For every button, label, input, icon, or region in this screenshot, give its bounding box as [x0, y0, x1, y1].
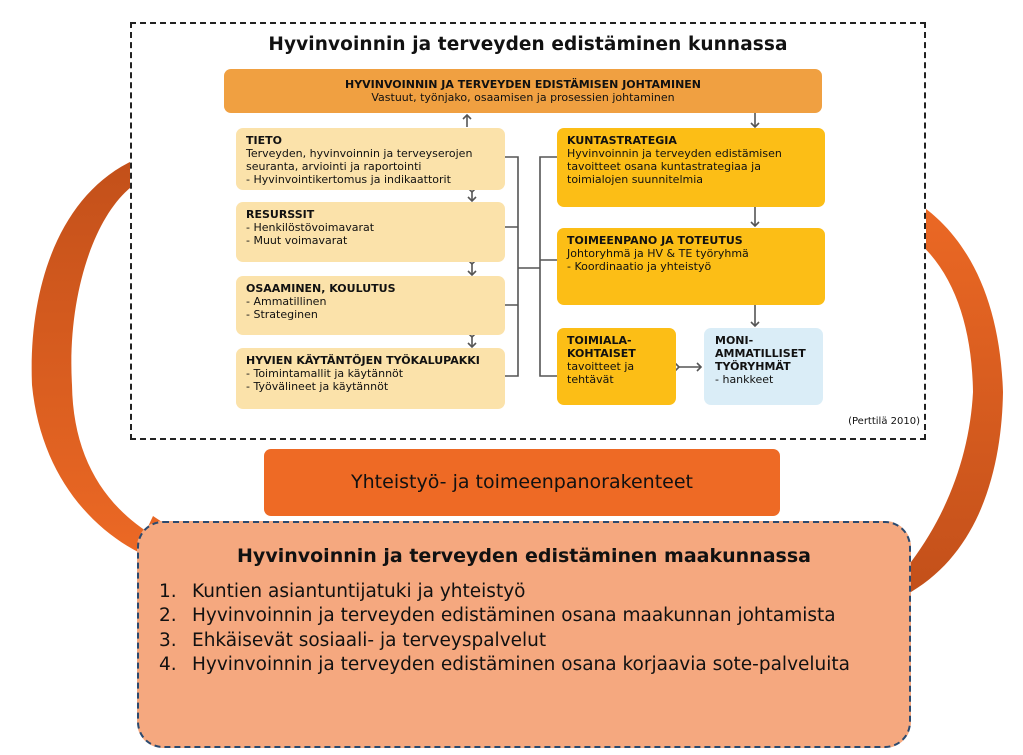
list-number: 1.: [159, 581, 177, 602]
list-text: Kuntien asiantuntijatuki ja yhteistyö: [192, 581, 526, 602]
list-item: [159, 580, 879, 604]
list-text: Hyvinvoinnin ja terveyden edistäminen osana maakunnan johtamista: [192, 605, 836, 627]
tyokalupakki-box: [236, 348, 505, 409]
list-text: Ehkäisevät sosiaali- ja terveyspalvelut: [192, 629, 547, 651]
list-number: 4.: [159, 653, 177, 675]
list-text: Hyvinvoinnin ja terveyden edistäminen osana korjaavia sote-palveluita: [192, 653, 850, 675]
osaaminen-line: - Ammatillinen: [246, 295, 327, 308]
toimiala-line: tehtävät: [567, 373, 614, 386]
resurssit-box: [236, 202, 505, 262]
list-item: [159, 653, 879, 677]
leadership-box: [224, 69, 822, 113]
toimeenpano-line: - Koordinaatio ja yhteistyö: [567, 260, 712, 273]
toimeenpano-box: [557, 228, 825, 305]
kuntastrategia-line: Hyvinvoinnin ja terveyden edistämisen: [567, 147, 782, 160]
list-number: 2.: [159, 605, 177, 627]
list-item: [159, 604, 879, 628]
list-number: 3.: [159, 629, 177, 651]
toimialakohtaiset-box: [557, 328, 676, 405]
osaaminen-line: - Strateginen: [246, 308, 318, 321]
tyokalupakki-line: - Työvälineet ja käytännöt: [246, 380, 389, 393]
kuntastrategia-heading: KUNTASTRATEGIA: [567, 134, 677, 147]
kuntastrategia-line: toimialojen suunnitelmia: [567, 173, 704, 186]
leadership-text: Vastuut, työnjako, osaamisen ja prosessien johtaminen: [371, 91, 675, 104]
cooperation-banner: Yhteistyö- ja toimeenpanorakenteet: [264, 449, 780, 516]
tieto-box: [236, 128, 505, 190]
osaaminen-heading: OSAAMINEN, KOULUTUS: [246, 282, 396, 295]
osaaminen-box: [236, 276, 505, 335]
moniammatilliset-box: [704, 328, 823, 405]
toimiala-line: tavoitteet ja: [567, 360, 635, 373]
tyokalupakki-heading: HYVIEN KÄYTÄNTÖJEN TYÖKALUPAKKI: [246, 354, 480, 367]
kuntastrategia-box: [557, 128, 825, 207]
kuntastrategia-line: tavoitteet osana kuntastrategiaa ja: [567, 160, 761, 173]
resurssit-heading: RESURSSIT: [246, 208, 315, 221]
tieto-line: Terveyden, hyvinvoinnin ja terveyserojen: [246, 147, 473, 160]
tyokalupakki-line: - Toimintamallit ja käytännöt: [246, 367, 404, 380]
toimeenpano-line: Johtoryhmä ja HV & TE työryhmä: [567, 247, 749, 260]
region-list: [159, 580, 879, 677]
toimiala-heading: KOHTAISET: [567, 347, 636, 360]
diagram-title: Hyvinvoinnin ja terveyden edistäminen kunnassa: [268, 34, 788, 55]
resurssit-line: - Henkilöstövoimavarat: [246, 221, 375, 234]
tieto-line: - Hyvinvointikertomus ja indikaattorit: [246, 173, 451, 186]
toimeenpano-heading: TOIMEENPANO JA TOTEUTUS: [567, 234, 743, 247]
right-bracket: [540, 157, 557, 376]
moni-line: - hankkeet: [715, 373, 774, 386]
moni-heading: MONI-: [715, 334, 754, 347]
list-item: [159, 629, 879, 653]
tieto-line: seuranta, arviointi ja raportointi: [246, 160, 422, 173]
left-bracket: [505, 157, 518, 376]
region-title: Hyvinvoinnin ja terveyden edistäminen maakunnassa: [237, 545, 811, 567]
resurssit-line: - Muut voimavarat: [246, 234, 348, 247]
tieto-heading: TIETO: [246, 134, 282, 147]
leadership-heading: HYVINVOINNIN JA TERVEYDEN EDISTÄMISEN JOHTAMINEN: [345, 78, 701, 91]
source-citation: (Perttilä 2010): [848, 416, 920, 427]
moni-heading: AMMATILLISET: [715, 347, 806, 360]
toimiala-heading: TOIMIALA-: [567, 334, 632, 347]
moni-heading: TYÖRYHMÄT: [715, 360, 791, 373]
